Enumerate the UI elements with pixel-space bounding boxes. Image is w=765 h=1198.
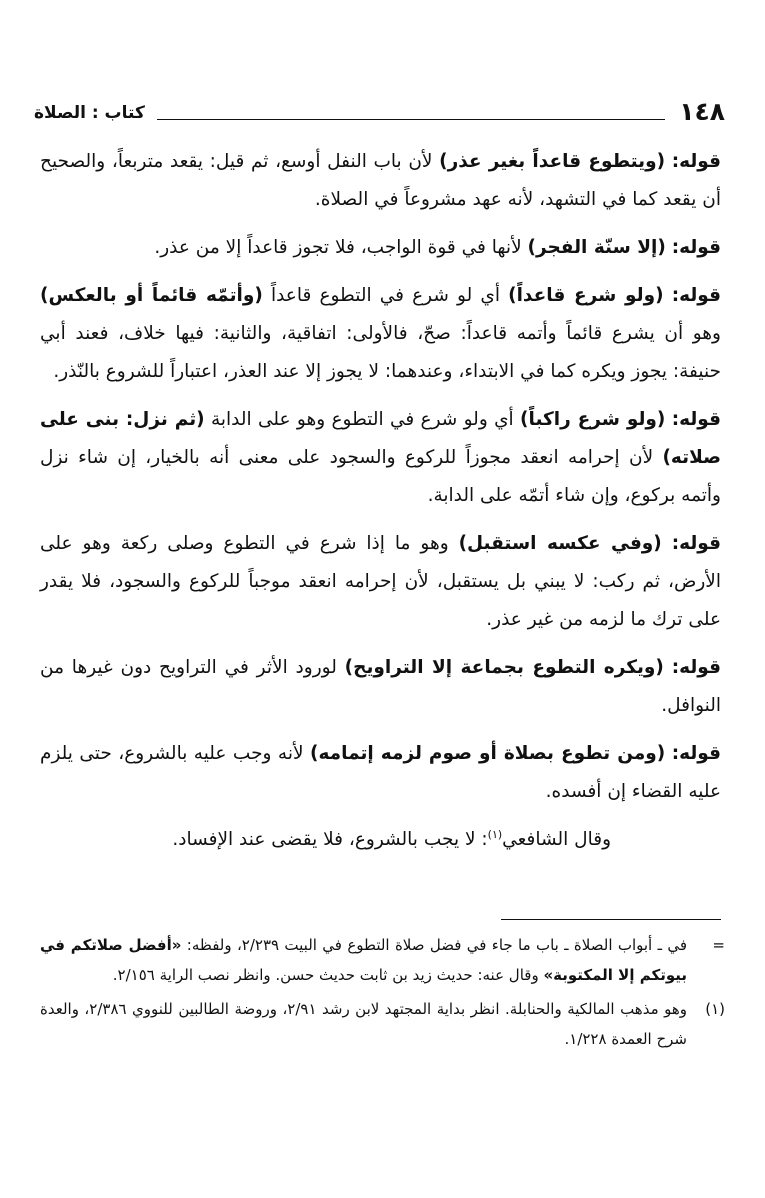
footnote-body: وقال عنه: حديث زيد بن ثابت حديث حسن. وانظر نصب الراية ٢/١٥٦. xyxy=(112,966,544,984)
footnote-marker: = xyxy=(712,936,725,954)
footnote-text xyxy=(40,994,687,1054)
footnote-text xyxy=(40,930,687,990)
page-number: ١٤٨ xyxy=(679,97,725,126)
commentary-text: لأنه وجب عليه بالشروع، حتى يلزم عليه القضاء إن أفسده. xyxy=(40,743,721,802)
commentary-text: وهو أن يشرع قائماً وأتمه قاعداً: صحّ، فالأولى: اتفاقية، والثانية: فيها خلاف، فعند أبي حنيفة: يجوز ويكره كما في الابتداء، وعندهما: لا يجوز إلا عند العذر، اعتباراً للشروع بالنّذر. xyxy=(40,323,721,382)
paragraph-keyword: قوله: xyxy=(671,151,722,172)
footnote xyxy=(40,930,725,990)
paragraph-keyword: قوله: xyxy=(671,237,721,258)
commentary-text: لأنها في قوة الواجب، فلا تجوز قاعداً إلا من عذر. xyxy=(154,237,528,258)
paragraph-keyword: قوله: xyxy=(671,409,721,430)
quoted-text: (ولو شرع راكباً) xyxy=(520,409,666,430)
quoted-text: (ويتطوع قاعداً بغير عذر) xyxy=(439,151,666,172)
commentary-text: لأن باب النفل أوسع، ثم قيل: يقعد متربعاً، والصحيح أن يقعد كما في التشهد، لأنه عهد مشروعاً في الصلاة. xyxy=(40,151,721,210)
quoted-text: (ويكره التطوع بجماعة إلا التراويح) xyxy=(344,657,664,678)
paragraph xyxy=(40,649,721,725)
running-title: كتاب : الصلاة xyxy=(34,103,145,123)
footnote-body: وهو مذهب المالكية والحنابلة. انظر بداية المجتهد لابن رشد ٢/٩١، وروضة الطالبين للنووي ٢/٣٨٦، والعدة شرح العمدة ١/٢٢٨. xyxy=(40,1000,688,1048)
quoted-text: (ولو شرع قاعداً) xyxy=(508,285,664,306)
commentary-text: لورود الأثر في التراويح دون غيرها من النوافل. xyxy=(40,657,721,716)
paragraph xyxy=(40,735,721,811)
footnote xyxy=(40,994,725,1054)
commentary-text: : لا يجب بالشروع، فلا يقضى عند الإفساد. xyxy=(172,829,488,850)
footnotes xyxy=(40,930,725,1058)
paragraph xyxy=(40,229,721,267)
footnote-body: في ـ أبواب الصلاة ـ باب ما جاء في فضل صلاة التطوع في البيت ٢/٢٣٩، ولفظه: xyxy=(181,936,687,954)
paragraph-keyword: قوله: xyxy=(671,285,721,306)
footnote-reference[interactable]: (١) xyxy=(487,827,503,841)
page-header xyxy=(34,88,725,128)
main-text xyxy=(40,143,721,869)
paragraph xyxy=(40,277,721,391)
quoted-text: (ومن تطوع بصلاة أو صوم لزمه إتمامه) xyxy=(310,743,666,764)
paragraph-keyword: قوله: xyxy=(671,657,721,678)
commentary-text: لأن إحرامه انعقد مجوزاً للركوع والسجود على معنى أنه بالخيار، إن شاء نزل وأتمه بركوع، وإن شاء أتمّه على الدابة. xyxy=(40,447,721,506)
paragraph-keyword: قوله: xyxy=(671,743,721,764)
quoted-text: (وأتمّه قائماً أو بالعكس) xyxy=(40,285,263,306)
footnote-separator xyxy=(501,919,721,920)
quoted-text: (ثم نزل: بنى على صلاته) xyxy=(40,409,721,468)
header-rule xyxy=(157,119,665,120)
footnote-marker: (١) xyxy=(705,1000,725,1018)
commentary-text: وهو ما إذا شرع في التطوع وصلى ركعة وهو على الأرض، ثم ركب: لا يبني بل يستقبل، لأن إحرامه انعقد موجباً للركوع والسجود، فلا يقدر على ترك ما لزمه من غير عذر. xyxy=(40,533,721,630)
paragraph xyxy=(40,401,721,515)
commentary-text: أي لو شرع في التطوع قاعداً xyxy=(262,285,509,306)
quoted-text: (وفي عكسه استقبل) xyxy=(458,533,662,554)
paragraph xyxy=(40,525,721,639)
paragraph-keyword: قوله: xyxy=(671,533,721,554)
quoted-text: (إلا سنّة الفجر) xyxy=(527,237,666,258)
paragraph xyxy=(40,143,721,219)
commentary-text: وقال الشافعي xyxy=(502,829,611,850)
paragraph-shafii xyxy=(40,821,721,859)
commentary-text: أي ولو شرع في التطوع وهو على الدابة xyxy=(204,409,521,430)
hadith-quote: «أفضل صلاتكم في بيوتكم إلا المكتوبة» xyxy=(40,936,687,984)
